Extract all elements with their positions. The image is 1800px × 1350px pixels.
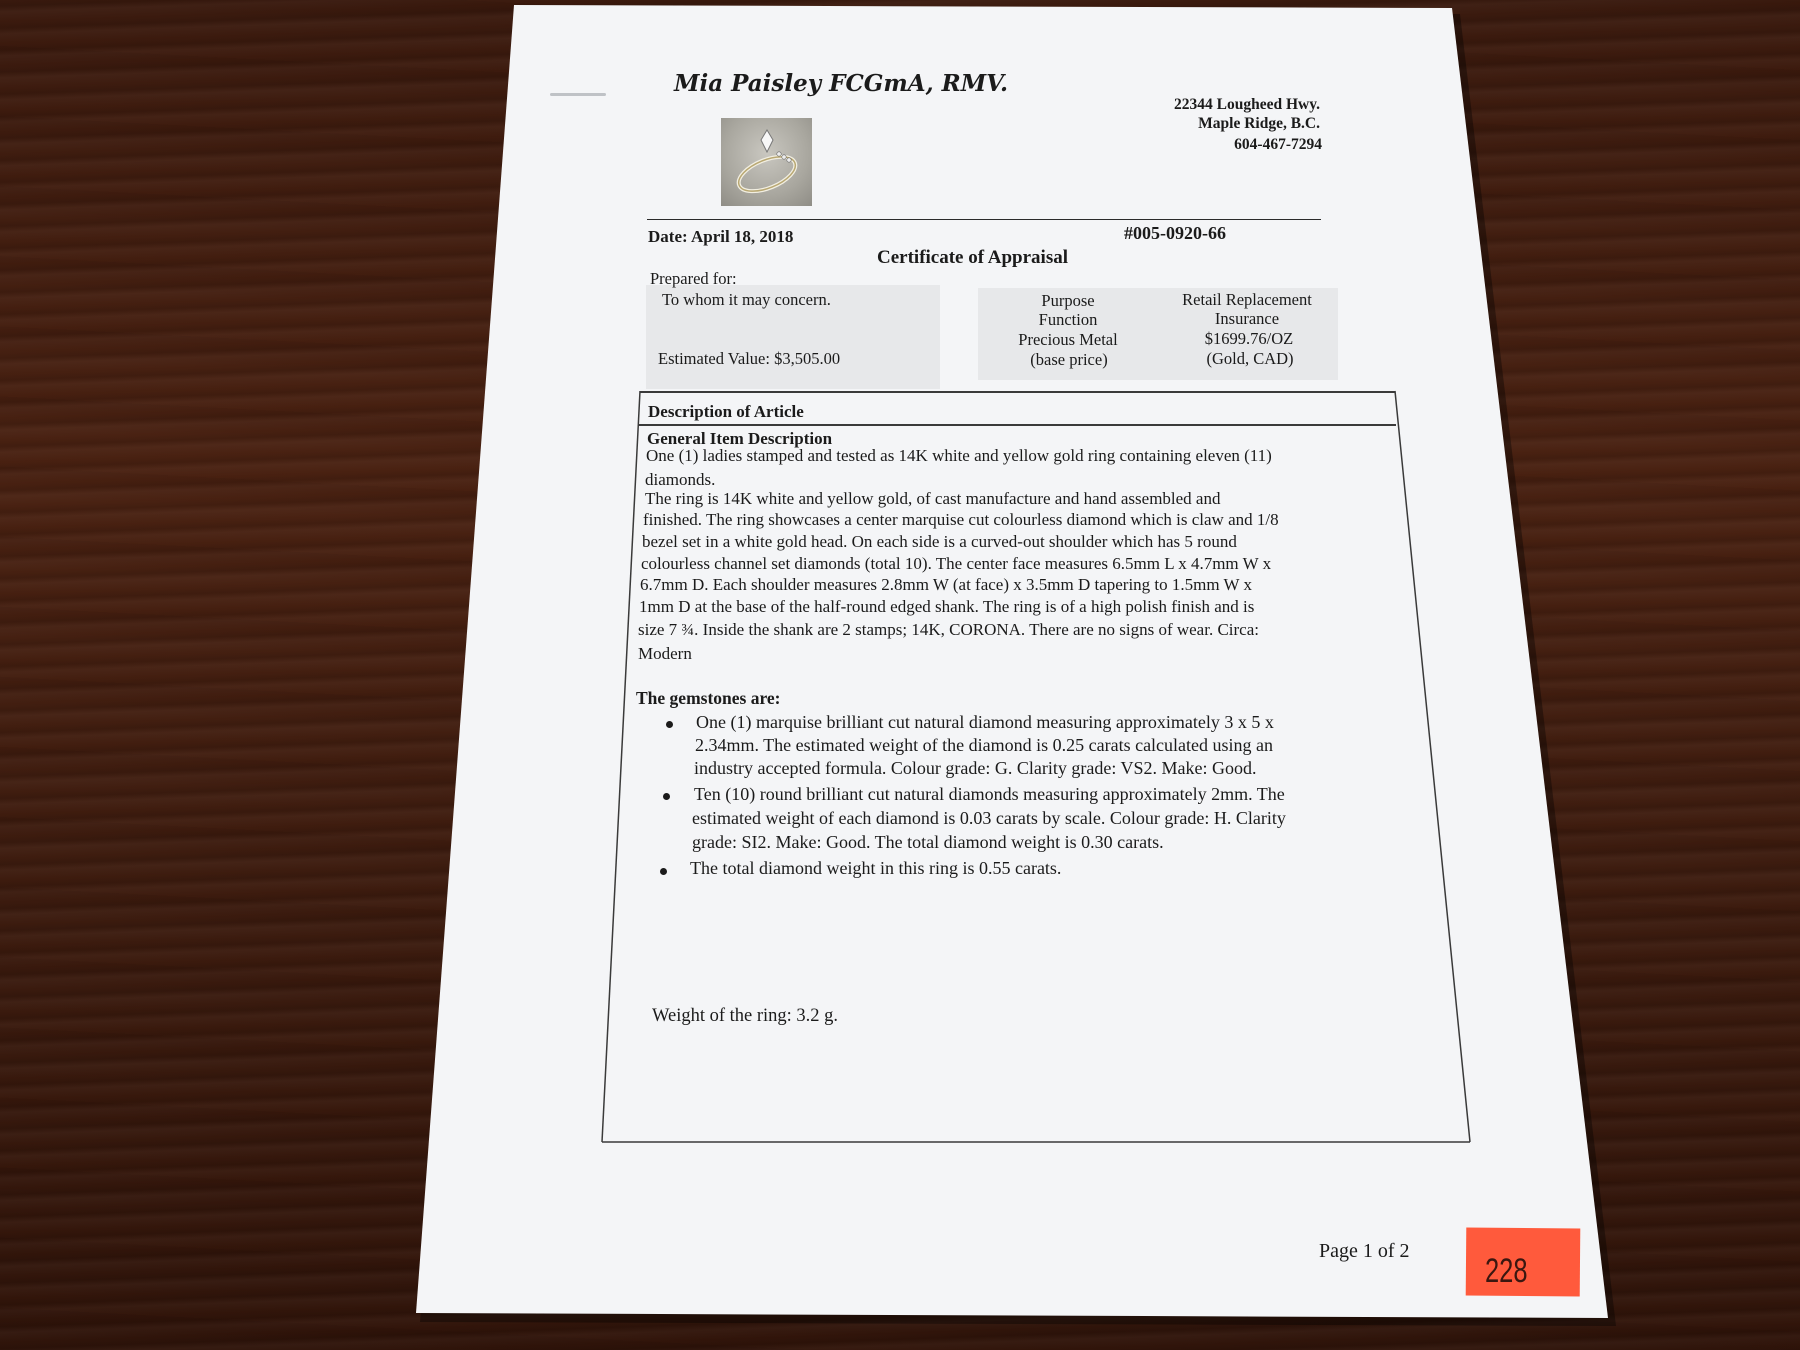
certificate-number: #005-0920-66 — [1124, 223, 1226, 243]
address-line-1: 22344 Lougheed Hwy. — [1174, 96, 1320, 113]
bullet-3 — [660, 868, 667, 875]
description-line: The ring is 14K white and yellow gold, of cast manufacture and hand assembled and — [645, 489, 1221, 508]
valuation-value-metal-price: $1699.76/OZ — [1204, 329, 1294, 348]
description-section-title: Description of Article — [648, 402, 804, 421]
gemstone-3-line: The total diamond weight in this ring is 0.55 carats. — [690, 858, 1062, 878]
gemstone-2-line: estimated weight of each diamond is 0.03 carats by scale. Colour grade: H. Clarity — [692, 808, 1286, 828]
general-description-title: General Item Description — [647, 429, 833, 448]
address-line-2: Maple Ridge, B.C. — [1198, 115, 1320, 132]
sticker-number: 228 — [1485, 1252, 1528, 1290]
description-line: 1mm D at the base of the half-round edged shank. The ring is of a high polish finish and is — [639, 597, 1255, 616]
bullet-2 — [663, 793, 670, 800]
valuation-value-function: Insurance — [1214, 309, 1280, 328]
description-line: One (1) ladies stamped and tested as 14K white and yellow gold ring containing eleven (11) — [646, 446, 1272, 465]
page-number: Page 1 of 2 — [1319, 1240, 1410, 1262]
bullet-1 — [666, 721, 673, 728]
valuation-value-purpose: Retail Replacement — [1182, 290, 1312, 309]
description-line: 6.7mm D. Each shoulder measures 2.8mm W (at face) x 3.5mm D tapering to 1.5mm W x — [640, 575, 1253, 594]
appraisal-date: Date: April 18, 2018 — [648, 227, 794, 246]
gemstone-1-line: One (1) marquise brilliant cut natural diamond measuring approximately 3 x 5 x — [696, 712, 1274, 732]
valuation-label-precious-metal: Precious Metal — [1018, 330, 1118, 349]
gemstone-2-line: Ten (10) round brilliant cut natural diamonds measuring approximately 2mm. The — [694, 784, 1285, 804]
description-line: bezel set in a white gold head. On each side is a curved-out shoulder which has 5 round — [642, 532, 1237, 551]
appraiser-name: Mia Paisley FCGmA, RMV. — [674, 70, 1008, 97]
gemstone-2-line: grade: SI2. Make: Good. The total diamond weight is 0.30 carats. — [692, 832, 1164, 852]
valuation-label-base-price: (base price) — [1030, 350, 1108, 369]
description-line: Modern — [638, 644, 692, 663]
ring-weight: Weight of the ring: 3.2 g. — [652, 1006, 839, 1026]
description-line: finished. The ring showcases a center marquise cut colourless diamond which is claw and 1/8 — [643, 510, 1279, 529]
valuation-label-purpose: Purpose — [1041, 291, 1095, 310]
document-title: Certificate of Appraisal — [877, 247, 1069, 268]
prepared-for-recipient: To whom it may concern. — [662, 290, 831, 309]
description-line: diamonds. — [645, 470, 716, 489]
description-line: colourless channel set diamonds (total 10). The center face measures 6.5mm L x 4.7mm W x — [641, 554, 1272, 573]
phone-number: 604-467-7294 — [1234, 136, 1322, 153]
gemstone-1-line: 2.34mm. The estimated weight of the diamond is 0.25 carats calculated using an — [695, 735, 1274, 755]
description-line: size 7 ¾. Inside the shank are 2 stamps; 14K, CORONA. There are no signs of wear. Circa: — [638, 620, 1259, 639]
gemstones-title: The gemstones are: — [636, 688, 781, 708]
estimated-value: Estimated Value: $3,505.00 — [658, 349, 841, 368]
valuation-value-currency: (Gold, CAD) — [1206, 349, 1294, 368]
valuation-label-function: Function — [1038, 310, 1098, 329]
gemstone-1-line: industry accepted formula. Colour grade: G. Clarity grade: VS2. Make: Good. — [694, 758, 1257, 778]
prepared-for-label: Prepared for: — [650, 269, 737, 288]
